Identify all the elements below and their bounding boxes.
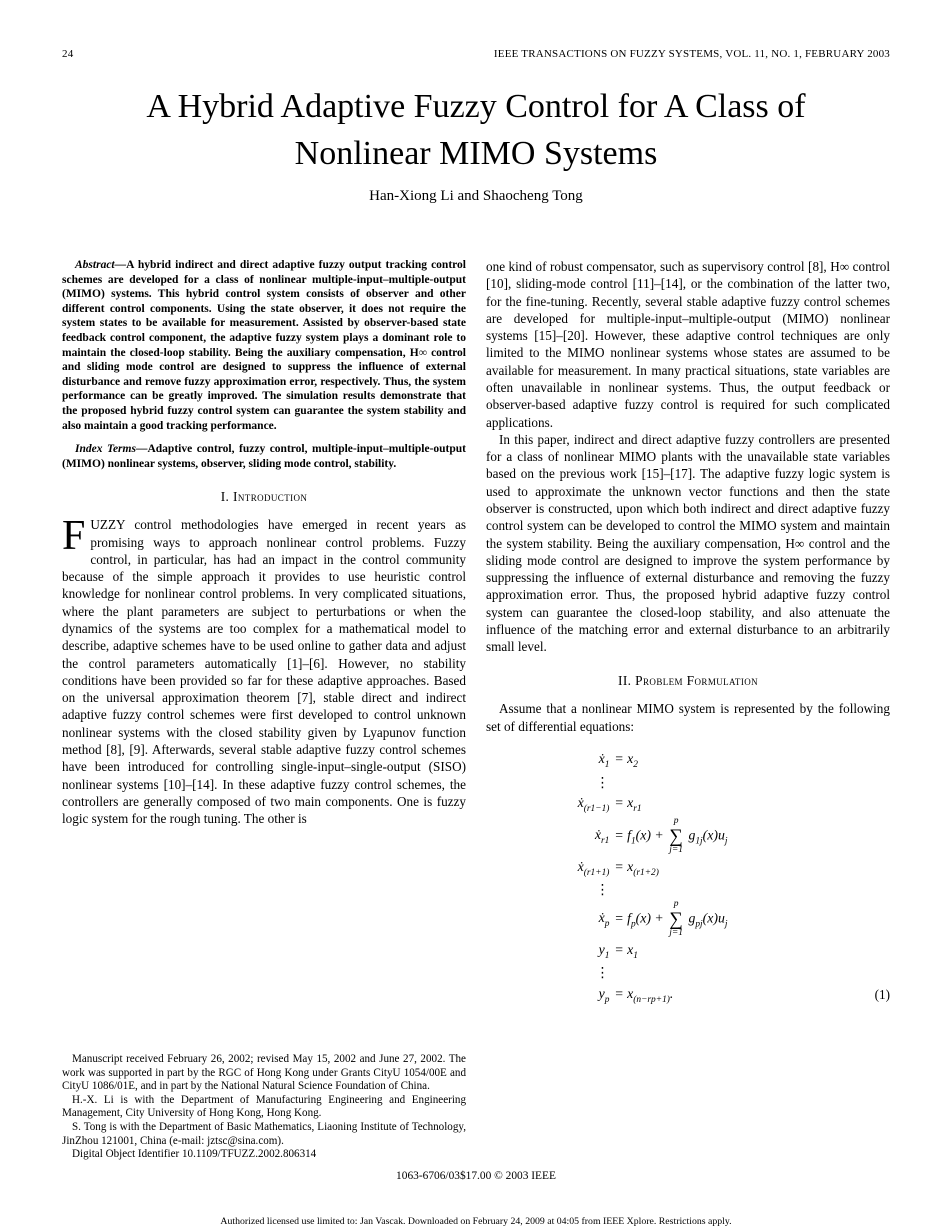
equation-rhs	[609, 817, 884, 856]
math-text: = x	[614, 795, 634, 811]
two-column-body	[62, 258, 890, 1174]
equation-number: (1)	[874, 986, 890, 1002]
equation-row	[486, 856, 884, 881]
math-text: = f	[614, 910, 631, 926]
journal-header: IEEE TRANSACTIONS ON FUZZY SYSTEMS, VOL. 11, NO. 1, FEBRUARY 2003	[493, 48, 890, 60]
math-text: y	[598, 942, 605, 958]
math-text: = x	[614, 751, 634, 767]
equation-lhs	[486, 795, 609, 814]
math-subscript: 1	[604, 759, 610, 770]
math-text: = x	[614, 942, 634, 958]
equation-rhs	[609, 751, 884, 770]
math-subscript: 1	[630, 836, 636, 847]
left-column	[62, 258, 466, 1174]
equation-rhs	[609, 900, 884, 939]
paper-title-line-1: A Hybrid Adaptive Fuzzy Control for A Class of	[146, 88, 806, 125]
equation-row	[486, 900, 884, 939]
paper-title-line-2: Nonlinear MIMO Systems	[294, 134, 658, 172]
equation-rhs	[609, 986, 884, 1005]
math-text: ⋮	[595, 965, 610, 981]
equation-lhs	[486, 882, 609, 898]
copyright-footer: 1063-6706/03$17.00 © 2003 IEEE	[396, 1170, 556, 1182]
abstract-label: Abstract—	[75, 259, 127, 271]
math-text: ẋ	[598, 751, 605, 767]
footnote-doi: Digital Object Identifier 10.1109/TFUZZ.2002.806314	[72, 1148, 317, 1161]
equation-rhs	[609, 795, 884, 814]
equation-row	[486, 817, 884, 856]
math-subscript: (r1+2)	[633, 867, 659, 878]
math-subscript: pj	[695, 919, 703, 930]
continuation-paragraph: one kind of robust compensator, such as supervisory control [8], H∞ control [10], sliding-mode control [11]–[14], or the combination of the latter two, for the fine-tuning. Recently, several stable adaptive fuzzy control schemes are developed for multiple-input–multiple-output (MIMO) nonlinear systems [15]–[20]. However, these adaptive control techniques are only limited to the MIMO nonlinear systems whose states are assumed to be available for measurement. In many practical situations, state variables are often unavailable in nonlinear systems. Thus, the output feedback or observer-based adaptive fuzzy control is required for such complicated applications.	[486, 259, 890, 430]
equation-vdots-row	[486, 964, 884, 983]
license-notice: Authorized licensed use limited to: Jan Vascak. Downloaded on February 24, 2009 at 04:05 from IEEE Xplore. Restrictions apply.	[220, 1216, 732, 1227]
footnote-author-1: H.-X. Li is with the Department of Manufacturing Engineering and Engineering Management, City University of Hong Kong, Hong Kong.	[62, 1093, 466, 1120]
right-column	[486, 258, 890, 1174]
abstract-text: A hybrid indirect and direct adaptive fuzzy output tracking control schemes are developed for a class of nonlinear multiple-input–multiple-output (MIMO) systems. This hybrid control system consists of observer and other different control components. Using the state observer, it does not require the system states to be available for measurement. Assisted by observer-based state feedback control component, the adaptive fuzzy system plays a dominant role to maintain the closed-loop stability. Being the auxiliary compensation, H∞ control and sliding mode control are designed to suppress the influence of external disturbance and remove fuzzy approximation error, respectively. Thus, the system performance can be greatly improved. The simulation results demonstrate that the proposed hybrid fuzzy control system can guarantee the system stability and also maintain a good tracking performance.	[62, 259, 466, 432]
summation-symbol: p ∑ j=1	[669, 816, 683, 855]
introduction-paragraph	[62, 513, 466, 827]
equation-vdots-row	[486, 881, 884, 900]
math-subscript: p	[630, 919, 636, 930]
equation-row	[486, 939, 884, 964]
footnote-block	[62, 1053, 466, 1162]
math-text: g	[685, 827, 696, 843]
math-text: ẋ	[577, 795, 584, 811]
math-text: ẋ	[594, 827, 602, 843]
math-text: = x	[614, 859, 634, 875]
page-number: 24	[62, 48, 74, 60]
footnote-manuscript: Manuscript received February 26, 2002; revised May 15, 2002 and June 27, 2002. The work was supported in part by the RGC of Hong Kong under Grants CityU 1054/00E and CityU 1086/01E, and in part by the National Natural Science Foundation of China.	[62, 1052, 466, 1093]
equation-lhs	[486, 910, 609, 929]
footnote-author-2: S. Tong is with the Department of Basic Mathematics, Liaoning Institute of Technology, JinZhou 121001, China (e-mail: jztsc@sina.com).	[62, 1121, 466, 1147]
math-text: (x)u	[702, 910, 725, 926]
page-header	[62, 48, 890, 60]
math-subscript: r1	[601, 835, 610, 846]
math-subscript: j	[724, 836, 728, 847]
math-text: (x)u	[702, 827, 725, 843]
math-subscript: j	[724, 919, 728, 930]
math-subscript: (r1+1)	[583, 867, 610, 878]
math-text: y	[598, 986, 605, 1002]
math-text: ⋮	[595, 882, 610, 898]
math-subscript: 1	[604, 950, 610, 961]
math-text: (x) +	[635, 910, 668, 926]
math-text: .	[669, 986, 674, 1002]
equation-row	[486, 983, 884, 1008]
math-subscript: 2	[633, 759, 638, 770]
summation-symbol: p ∑ j=1	[669, 898, 683, 938]
intro-lead-word: UZZY	[90, 517, 126, 533]
math-text: ẋ	[577, 859, 584, 875]
math-subscript: (r1−1)	[583, 803, 610, 814]
section-heading-problem-formulation: II. Problem Formulation	[617, 673, 759, 689]
equation-lhs	[486, 827, 609, 846]
math-text: ⋮	[595, 774, 610, 790]
equation-row	[486, 792, 884, 817]
equation-lhs	[486, 942, 609, 961]
paper-title	[0, 84, 952, 178]
math-text: g	[685, 910, 696, 926]
equation-lhs	[486, 986, 609, 1005]
equation-rows	[486, 748, 884, 1008]
math-subscript: (n−rp+1)	[633, 994, 670, 1005]
equation-lhs	[486, 859, 609, 878]
equation-lhs	[486, 775, 609, 791]
section-heading-introduction: I. Introduction	[220, 489, 308, 505]
math-subscript: 1	[633, 950, 638, 961]
equation-rhs	[609, 859, 884, 878]
equation-lhs	[486, 751, 609, 770]
math-subscript: p	[604, 994, 610, 1005]
math-subscript: p	[604, 918, 610, 929]
contribution-paragraph: In this paper, indirect and direct adaptive fuzzy controllers are presented for a class of nonlinear MIMO plants with the unavailable state variables based on the previous work [15]–[17]. The adaptive fuzzy logic system is used to approximate the unknown vector functions and then the state observer is constructed, upon which both indirect and direct adaptive fuzzy control system can be developed to control the MIMO system and maintain the system stability. Being the auxiliary compensation, H∞ control and the sliding mode control are designed to improve the system performance by suppressing the influence of external disturbance and removing the fuzzy approximation error. Thus, the proposed hybrid adaptive fuzzy control system can guarantee the closed-loop stability, and also attenuate the influence of the matching error and external disturbance to an arbitrarily small level.	[486, 431, 890, 655]
dropcap: F	[62, 513, 86, 560]
equation-block	[486, 748, 890, 1008]
authors: Han-Xiong Li and Shaocheng Tong	[369, 188, 583, 204]
problem-formulation-paragraph: Assume that a nonlinear MIMO system is represented by the following set of differential equations:	[486, 701, 890, 734]
index-terms-label: Index Terms—	[75, 443, 148, 456]
math-subscript: r1	[633, 803, 642, 814]
equation-rhs	[609, 942, 884, 961]
math-text: (x) +	[635, 827, 668, 843]
equation-vdots-row	[486, 773, 884, 792]
equation-lhs	[486, 965, 609, 981]
abstract	[62, 258, 466, 433]
index-terms-text: Adaptive control, fuzzy control, multiple-input–multiple-output (MIMO) nonlinear systems, observer, sliding mode control, stability.	[62, 443, 467, 470]
math-text: ẋ	[598, 910, 605, 926]
math-subscript: 1j	[695, 836, 703, 847]
equation-row	[486, 748, 884, 773]
intro-paragraph-text: control methodologies have emerged in recent years as promising ways to approach nonlinear control problems. Fuzzy control, in particular, has had an impact in the control community because of the simple approach it provides to use heuristic control knowledge for nonlinear control problems. In very complicated situations, where the plant parameters are subject to perturbations or when the dynamics of the systems are too complex for a mathematical model to describe, adaptive schemes have to be used online to gather data and adjust the control parameters automatically [1]–[6]. However, no stability conditions have been provided so far for these adaptive approaches. Based on the universal approximation theorem [7], stable direct and indirect adaptive fuzzy control schemes were first developed to control unknown nonlinear systems with the closed stability given by Lyapunov function method [8], [9]. Afterwards, several stable adaptive fuzzy control schemes have been introduced for controlling single-input–single-output (SISO) nonlinear systems [10]–[14]. In these adaptive fuzzy control schemes, the controllers are generally composed of two main components. One is fuzzy logic system for the rough tuning. The other is	[62, 517, 466, 827]
math-text: = f	[614, 827, 631, 843]
index-terms	[62, 442, 466, 471]
math-text: = x	[614, 986, 634, 1002]
